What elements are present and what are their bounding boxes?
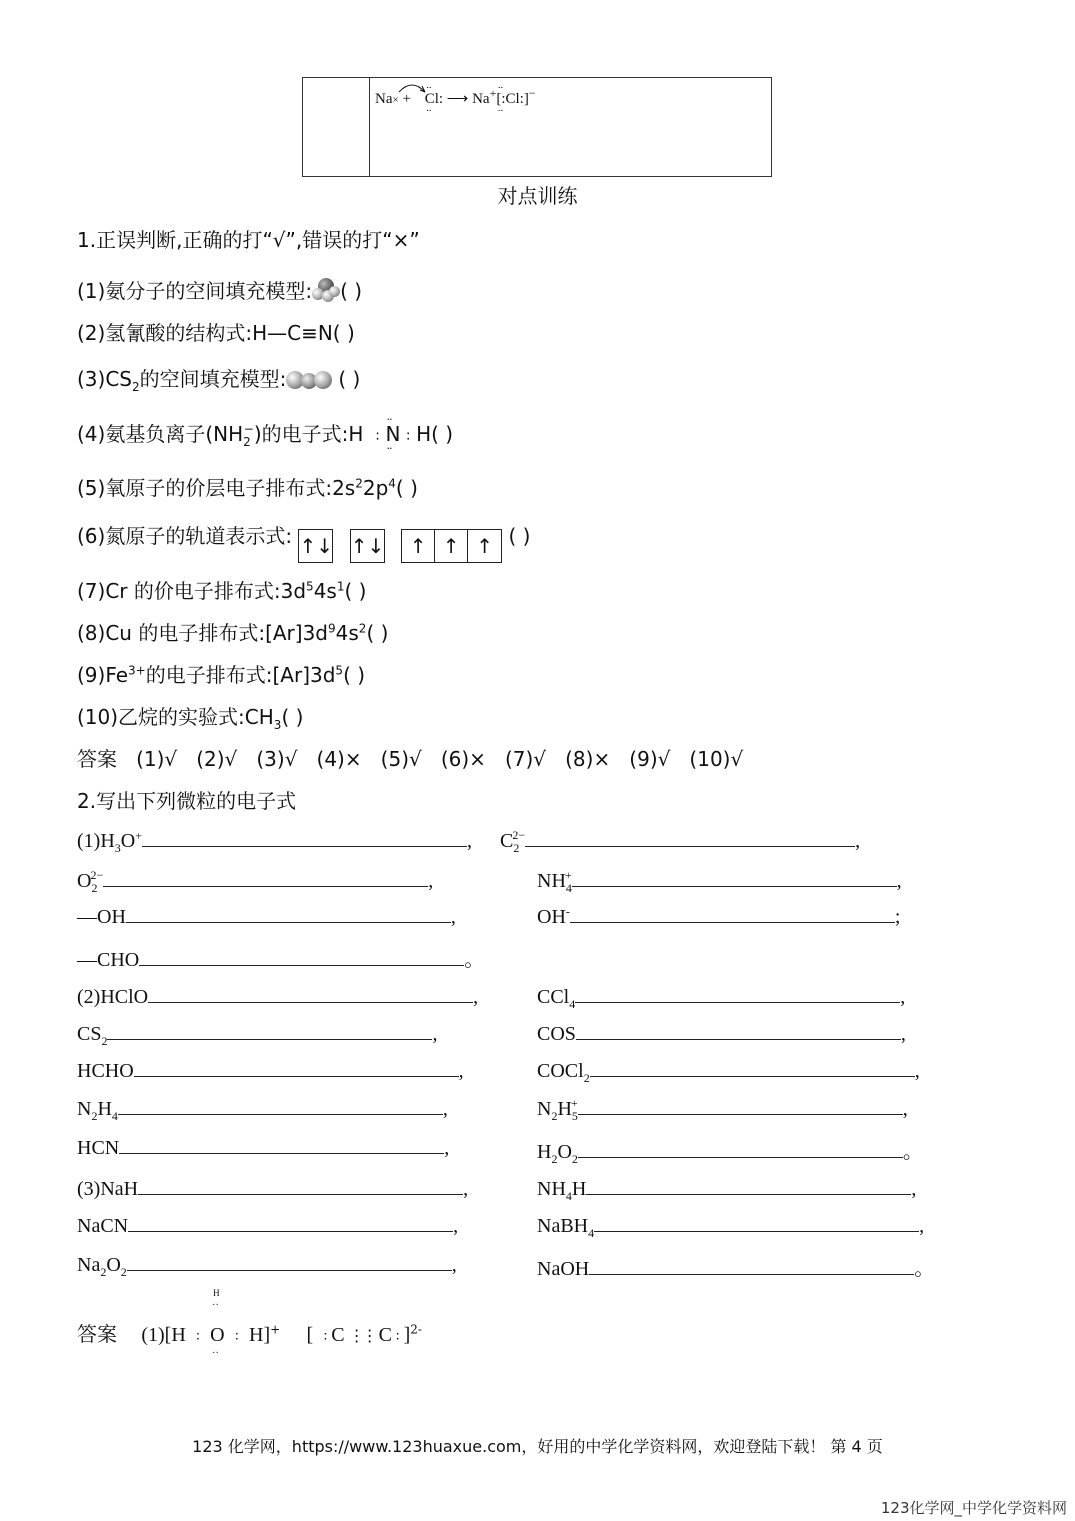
formula-sup: + [135,828,142,843]
item-sub: 2 [132,380,140,394]
formula: CS [77,1023,102,1045]
item-blank: ( ) [281,705,304,729]
answer-blank[interactable] [126,904,451,923]
q2-cs2-field [77,1021,437,1049]
item-label2: )的电子式:H [253,422,364,446]
q1-item-10 [77,701,303,732]
formula-mid: H [97,1098,112,1120]
c2-bracket-close: ] [403,1324,411,1346]
formula-mid: H [557,1098,572,1120]
q2-oh-ion-field [537,904,900,929]
punct: 。 [914,1258,935,1280]
q1-title: 1.正误判断,正确的打“√”,错误的打“×” [77,228,420,252]
orbital-1s [298,529,333,563]
item-mid: 4s [335,621,359,645]
c2-bracket-open: [ [306,1324,314,1346]
q1-item-6 [77,520,530,563]
item-blank: ( ) [344,579,367,603]
answer-blank[interactable] [576,1021,901,1040]
cs2-space-filling-model-icon [286,368,338,390]
q2-nah-field [77,1176,468,1201]
formula-sub: 2 [91,1109,98,1123]
formula-sub2: 4 [111,1109,118,1123]
q2-h3o-field [77,828,472,856]
punct: , [444,1137,450,1159]
answer-blank[interactable] [142,828,467,847]
punct: 。 [902,1141,923,1163]
q1-item-9 [77,659,365,688]
answer-blank[interactable] [127,1252,452,1271]
q2-nh4-field [537,868,902,896]
formula: HCHO [77,1060,134,1082]
formula-sub: 2 [583,1071,590,1085]
punct: , [902,1098,908,1120]
formula-sup: 2− [512,828,526,843]
formula: HCN [77,1137,120,1159]
formula-sub: 2 [101,1034,108,1048]
punct: , [442,1098,448,1120]
formula: NaCN [77,1215,129,1237]
formula-sub: 2 [551,1152,558,1166]
item-label: (5)氧原子的价层电子排布式:2s [77,476,356,500]
item-blank: ( ) [395,476,418,500]
item-sup2: 5 [335,663,344,678]
punct: , [453,1215,459,1237]
h3o-electron-right: H] [249,1324,271,1346]
answer-blank[interactable] [103,868,428,887]
formula-mid: O [106,1254,121,1276]
q2-n2h4-field [77,1096,448,1124]
q1-item-4: (4)氨基负离子$(NH_2^-)$的电子式:H ∶·· N ·· ∶ H( ) [77,418,453,449]
q2-nabh4-field [537,1213,924,1241]
reaction-table [302,77,772,177]
punct: , [911,1178,917,1200]
formula-mid: O [557,1141,572,1163]
answer-blank[interactable] [118,1096,443,1115]
item-sup2: 4 [388,476,396,491]
item-label: (1)氨分子的空间填充模型: [77,279,313,303]
q2-oh-group-field [77,904,456,929]
item-blank: ( ) [366,621,389,645]
answer-blank[interactable] [586,1176,911,1195]
q1-item-1 [77,275,362,304]
answer-blank[interactable] [119,1135,444,1154]
answer-blank[interactable] [107,1021,432,1040]
q2-hcho-field [77,1058,464,1083]
orbital-box: ↑ [476,534,494,558]
answer-label: 答案 [77,1322,117,1346]
q1-item-2: (2)氢氰酸的结构式:H—C≡N( ) [77,321,355,345]
q2-nacn-field [77,1213,458,1238]
formula: NH [537,870,566,892]
table-divider [369,78,370,176]
punct: , [428,870,434,892]
formula: CCl [537,986,570,1008]
item-label3: H( ) [416,422,454,446]
h3o-top-h: H [213,1288,220,1298]
item-mid: 2p [362,476,389,500]
item-blank: ( ) [343,663,366,687]
answer-blank[interactable] [589,1256,914,1275]
watermark: 123化学网_中学化学资料网 [880,1499,1067,1517]
item-label: (9)Fe [77,663,129,687]
formula-sub: 2 [91,881,98,895]
eq-na-ion: Na [472,91,490,107]
punct: , [451,1254,457,1276]
q2-n2h5-field [537,1096,908,1124]
formula-mid: O [120,830,136,852]
punct: , [914,1060,920,1082]
orbital-box: ↑↓ [299,534,333,558]
item-label: (6)氮原子的轨道表示式: [77,524,293,548]
answer-blank[interactable] [128,1213,453,1232]
punct: , [432,1023,438,1045]
item-label: (10)乙烷的实验式:CH [77,705,274,729]
formula: COS [537,1023,576,1045]
eq-plus: + [402,91,411,107]
item-sub: 2 [243,435,251,449]
nh3-space-filling-model-icon [312,278,340,302]
formula-sub2: 5 [571,1109,578,1123]
formula: —CHO [77,949,140,971]
formula-sub2: 2 [120,1265,127,1279]
punct: 。 [464,949,485,971]
orbital-box: ↑ [402,530,435,562]
q2-answer: 答案 (1)[H ∶ H ·· O ·· ∶ H]+ [ ∶ C ⋮⋮ C ∶ ]$^{2-}$ [77,1288,422,1359]
formula-sub: 4 [569,997,576,1011]
h3o-charge: + [270,1322,281,1337]
item-blank: ( ) [338,367,361,391]
answer-blank[interactable] [138,1176,463,1195]
item-label2: 的空间填充模型: [139,367,287,391]
q2-nh4h-field [537,1176,916,1204]
answer-blank[interactable] [590,1058,915,1077]
formula: —OH [77,906,126,928]
formula-sup: + [570,1096,578,1111]
punct: , [458,1060,464,1082]
punct: , [919,1215,925,1237]
electron-transfer-equation: Na× + ·· Cl ··: ⟶ Na+·· [:Cl:] ··− [375,86,536,108]
formula-sub: 4 [565,1189,572,1203]
formula: O [77,870,92,892]
formula-sub: 2 [551,1109,558,1123]
q2-na2o2-field [77,1252,457,1280]
formula: NaBH [537,1215,589,1237]
orbital-2p [401,529,502,563]
q2-title: 2.写出下列微粒的电子式 [77,789,297,813]
eq-na-charge: + [489,86,497,100]
punct: , [900,986,906,1008]
q2-hclo-field [77,984,478,1009]
c2-charge: 2- [410,1322,422,1337]
punct: , [473,986,479,1008]
curved-arrow-icon [397,80,427,94]
answer-blank[interactable] [148,984,473,1003]
formula: H [537,1141,552,1163]
eq-cl: ·· Cl ·· [425,91,439,108]
formula-sub: 4 [565,881,572,895]
q1-item-5 [77,472,418,501]
eq-cross: × [392,94,399,106]
answer-blank[interactable] [134,1058,459,1077]
eq-arrow: ⟶ [446,91,469,107]
punct: , [896,870,902,892]
formula-sup: - [565,904,570,919]
item-sup1: 3+ [128,663,146,678]
answer-blank[interactable] [572,868,897,887]
formula-sub: 2 [513,841,520,855]
answer-blank[interactable] [594,1213,919,1232]
item-sup2: 2 [358,621,367,636]
item-sup1: 5 [306,579,314,594]
answer-blank[interactable] [139,947,464,966]
h3o-electron-left: (1)[H [141,1324,186,1346]
formula: COCl [537,1060,584,1082]
punct: , [855,830,861,852]
section-title: 对点训练 [497,184,578,208]
punct: , [463,1178,469,1200]
item-label: (3)CS [77,367,132,391]
q2-cos-field [537,1021,906,1046]
formula-sub: 3 [114,841,121,855]
q2-ccl4-field [537,984,905,1012]
item-label: (8)Cu 的电子排布式:[Ar]3d [77,621,328,645]
formula-sup: 2− [90,868,104,883]
q1-answer: 答案 (1)√ (2)√ (3)√ (4)× (5)√ (6)× (7)√ (8)× (9)√ (10)√ [77,747,744,771]
formula: N [537,1098,552,1120]
page-footer: 123 化学网，https://www.123huaxue.com，好用的中学化学资料网，欢迎登陆下载！ 第 4 页 [192,1437,883,1456]
formula: (1)H [77,830,115,852]
h3o-oxygen: H ·· O ·· [210,1288,225,1359]
formula: N [77,1098,92,1120]
formula: NH [537,1178,566,1200]
item-sup1: 2 [355,476,363,491]
q1-item-3 [77,363,360,394]
q1-item-8 [77,617,388,646]
item-sup: − [243,422,254,437]
q1-item-7 [77,575,366,604]
answer-blank[interactable] [578,1139,903,1158]
formula: NaOH [537,1258,590,1280]
formula: OH [537,906,566,928]
oxygen-symbol: O [210,1324,225,1346]
punct: , [467,830,472,852]
answer-blank[interactable] [525,828,855,847]
eq-cl-charge: − [528,86,536,100]
item-label: (7)Cr 的价电子排布式:3d [77,579,307,603]
c2-carbon-2: C [378,1324,392,1346]
item-blank: ( ) [508,524,531,548]
formula: C [500,830,514,852]
eq-cl-ion: ·· [:Cl:] ·· [496,91,529,108]
q2-cho-field [77,943,484,972]
punct: ; [894,906,901,928]
answer-blank[interactable] [578,1096,903,1115]
formula-sub: 4 [588,1226,595,1240]
answer-blank[interactable] [575,984,900,1003]
eq-na: Na [375,91,393,107]
item-sup2: 1 [336,579,345,594]
q2-c2-field [500,828,860,856]
item-sup1: 9 [328,621,336,636]
orbital-box: ↑ [435,530,468,562]
formula-sup: + [564,868,572,883]
q2-cocl2-field [537,1058,920,1086]
answer-blank[interactable] [570,904,895,923]
q2-naoh-field [537,1252,934,1281]
item-label: (4)氨基负离子(NH [77,422,244,446]
orbital-box: ↑↓ [350,534,385,558]
formula-mid: H [571,1178,587,1200]
formula: Na [77,1254,101,1276]
item-mid: 4s [313,579,337,603]
nitrogen-symbol: ·· N ·· [385,422,400,446]
formula: (3)NaH [77,1178,139,1200]
item-mid: 的电子排布式:[Ar]3d [145,663,336,687]
item-blank: ( ) [340,279,363,303]
formula-sub: 2 [100,1265,107,1279]
formula-sub2: 2 [571,1152,578,1166]
q2-h2o2-field [537,1135,923,1167]
formula: (2)HClO [77,986,149,1008]
punct: , [450,906,456,928]
orbital-2s [350,529,385,563]
item-sub: 3 [273,718,282,732]
punct: , [900,1023,906,1045]
q2-hcn-field [77,1135,449,1160]
q2-o2-field [77,868,433,896]
c2-carbon-1: C [331,1324,345,1346]
